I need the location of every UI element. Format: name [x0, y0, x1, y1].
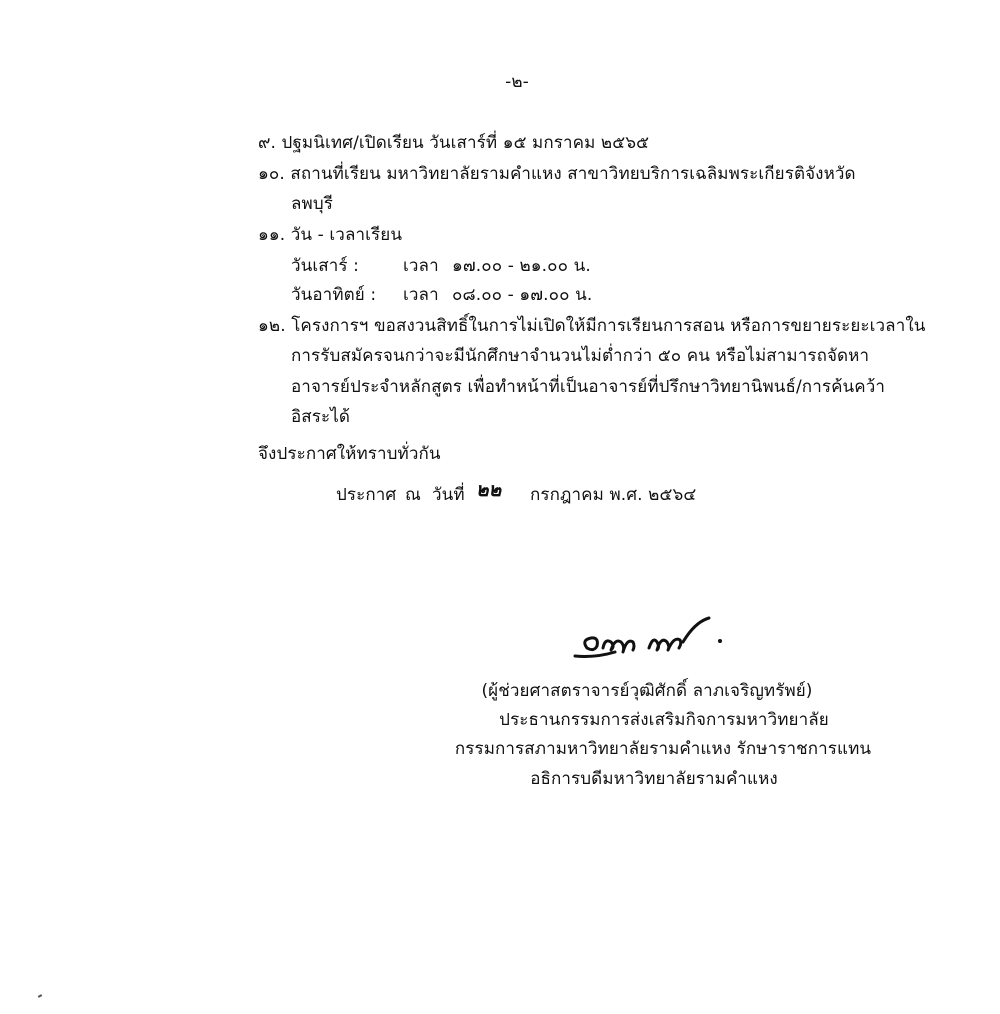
signer-position-2: กรรมการสภามหาวิทยาลัยรามคำแหง รักษาราชการแทน	[454, 739, 872, 759]
item-10-line-2: ลพบุรี	[291, 194, 333, 214]
schedule-time-sunday: ๐๘.๐๐ - ๑๗.๐๐ น.	[452, 285, 593, 305]
item-12-line-3: อาจารย์ประจำหลักสูตร เพื่อทำหน้าที่เป็นอาจารย์ที่ปรึกษาวิทยานิพนธ์/การค้นคว้า	[291, 377, 886, 397]
item-12-line-4: อิสระได้	[291, 407, 351, 427]
announce-month-year: กรกฎาคม พ.ศ. ๒๕๖๔	[530, 485, 697, 505]
item-9: ๙. ปฐมนิเทศ/เปิดเรียน วันเสาร์ที่ ๑๕ มกราคม ๒๕๖๕	[258, 133, 650, 153]
signer-name: (ผู้ช่วยศาสตราจารย์วุฒิศักดิ์ ลาภเจริญทรัพย์)	[481, 681, 813, 701]
schedule-day-saturday: วันเสาร์ :	[291, 256, 359, 276]
schedule-day-sunday: วันอาทิตย์ :	[291, 285, 377, 305]
scan-speck	[38, 994, 42, 998]
announce-day-handwritten: ๒๒	[476, 479, 502, 501]
announce-prefix: ประกาศ	[336, 485, 397, 505]
signer-position-1: ประธานกรรมการส่งเสริมกิจการมหาวิทยาลัย	[499, 710, 829, 730]
schedule-label-sunday: เวลา	[403, 285, 439, 305]
announce-na: ณ	[405, 485, 421, 505]
item-11-title: ๑๑. วัน - เวลาเรียน	[258, 225, 403, 245]
page-number: -๒-	[505, 72, 529, 92]
announce-day-label: วันที่	[432, 485, 465, 505]
schedule-label-saturday: เวลา	[403, 256, 439, 276]
signer-position-3: อธิการบดีมหาวิทยาลัยรามคำแหง	[530, 769, 778, 789]
item-10-line-1: ๑๐. สถานที่เรียน มหาวิทยาลัยรามคำแหง สาขาวิทยบริการเฉลิมพระเกียรติจังหวัด	[258, 164, 856, 184]
item-12-line-1: ๑๒. โครงการฯ ขอสงวนสิทธิ์ในการไม่เปิดให้มีการเรียนการสอน หรือการขยายระยะเวลาใน	[258, 316, 926, 336]
item-12-line-2: การรับสมัครจนกว่าจะมีนักศึกษาจำนวนไม่ต่ำกว่า ๕๐ คน หรือไม่สามารถจัดหา	[291, 346, 870, 366]
signature-image	[565, 608, 730, 668]
schedule-time-saturday: ๑๗.๐๐ - ๒๑.๐๐ น.	[452, 256, 591, 276]
closing-statement: จึงประกาศให้ทราบทั่วกัน	[258, 444, 441, 464]
